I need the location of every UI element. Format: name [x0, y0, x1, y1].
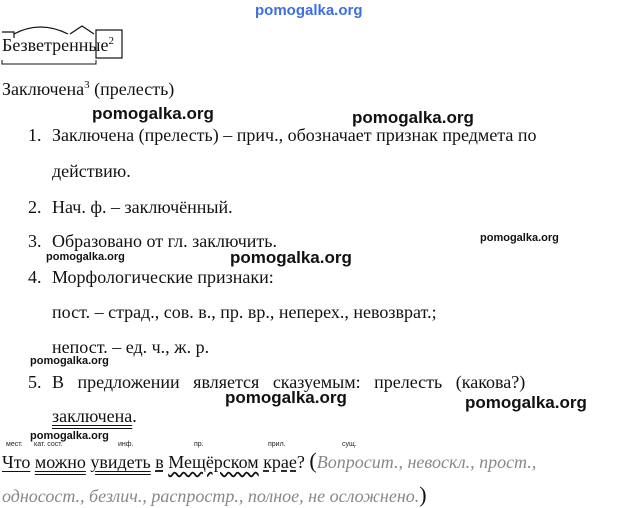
- pos-label: пр.: [194, 441, 204, 448]
- watermark: pomogalka.org: [30, 355, 109, 367]
- watermark: pomogalka.org: [230, 248, 352, 267]
- list-item: [52, 160, 131, 182]
- root-arc-mark: [14, 27, 68, 34]
- sentence-word: Что: [2, 452, 31, 472]
- sentence-word: в: [155, 452, 164, 472]
- list-number: 1.: [28, 125, 42, 145]
- sentence-note-line: [2, 484, 427, 507]
- list-item: [28, 124, 537, 146]
- parsed-word-text: Безветренные: [2, 35, 109, 55]
- list-number: 4.: [28, 267, 42, 287]
- list-text: действию.: [52, 161, 131, 181]
- list-text: Нач. ф. – заключённый.: [52, 197, 233, 217]
- list-item: [28, 371, 525, 393]
- list-number: 2.: [28, 197, 42, 217]
- header-word-paren: (прелесть): [94, 79, 175, 99]
- header-word: [2, 78, 174, 100]
- list-text: Образовано от гл. заключить.: [52, 231, 277, 251]
- sentence-end-mark: ?: [296, 452, 305, 472]
- sentence-characteristics: односост., безлич., распростр., полное, не осложнено.: [2, 486, 420, 506]
- pos-label: инф.: [118, 441, 134, 448]
- list-item: [52, 301, 437, 323]
- list-item: [28, 196, 233, 218]
- list-item: [28, 266, 274, 288]
- morpheme-marks: [0, 20, 130, 66]
- watermark: pomogalka.org: [225, 388, 347, 407]
- parsed-word-marker: 2: [108, 35, 114, 47]
- ending-box-mark: [96, 30, 122, 58]
- list-text-tail: .: [132, 406, 137, 426]
- watermark: pomogalka.org: [92, 104, 214, 123]
- sentence-word: крае: [263, 452, 297, 472]
- list-text: В предложении является сказуемым: прелесть (какова?): [52, 372, 526, 392]
- list-text: Морфологические признаки:: [52, 267, 274, 287]
- stem-mark: [2, 60, 96, 64]
- list-item: [28, 230, 277, 252]
- analyzed-sentence: [2, 450, 536, 473]
- header-word-marker: 3: [84, 79, 90, 91]
- watermark: pomogalka.org: [480, 232, 559, 244]
- list-text: непост. – ед. ч., ж. р.: [52, 337, 210, 357]
- list-item: [52, 405, 137, 427]
- list-item: [52, 336, 209, 358]
- list-text: Заключена (прелесть) – прич., обозначает признак предмета по: [52, 125, 537, 145]
- header-word-text: Заключена: [2, 79, 85, 99]
- sentence-word: Мещёрском: [168, 452, 259, 472]
- list-text: пост. – страд., сов. в., пр. вр., неперех., невозврат.;: [52, 302, 437, 322]
- watermark: pomogalka.org: [465, 393, 587, 412]
- watermark: pomogalka.org: [46, 251, 125, 263]
- sentence-word: можно: [34, 452, 86, 472]
- watermark: pomogalka.org: [30, 430, 109, 442]
- sentence-characteristics: Вопросит., невоскл., прост.,: [316, 452, 537, 472]
- pos-label: сущ.: [342, 441, 357, 448]
- note-open-paren: (: [309, 448, 317, 473]
- predicate-word: заключена: [52, 406, 133, 426]
- list-number: 3.: [28, 231, 42, 251]
- pos-label: мест.: [6, 441, 23, 448]
- pos-label: прил.: [268, 441, 286, 448]
- note-close-paren: ): [419, 482, 427, 507]
- suffix-mark: [70, 26, 94, 34]
- prefix-mark: [2, 32, 14, 38]
- list-number: 5.: [28, 372, 42, 392]
- watermark-top: pomogalka.org: [255, 2, 363, 19]
- sentence-word: увидеть: [90, 452, 151, 472]
- pos-label: кат. сост.: [34, 441, 63, 448]
- watermark: pomogalka.org: [352, 108, 474, 127]
